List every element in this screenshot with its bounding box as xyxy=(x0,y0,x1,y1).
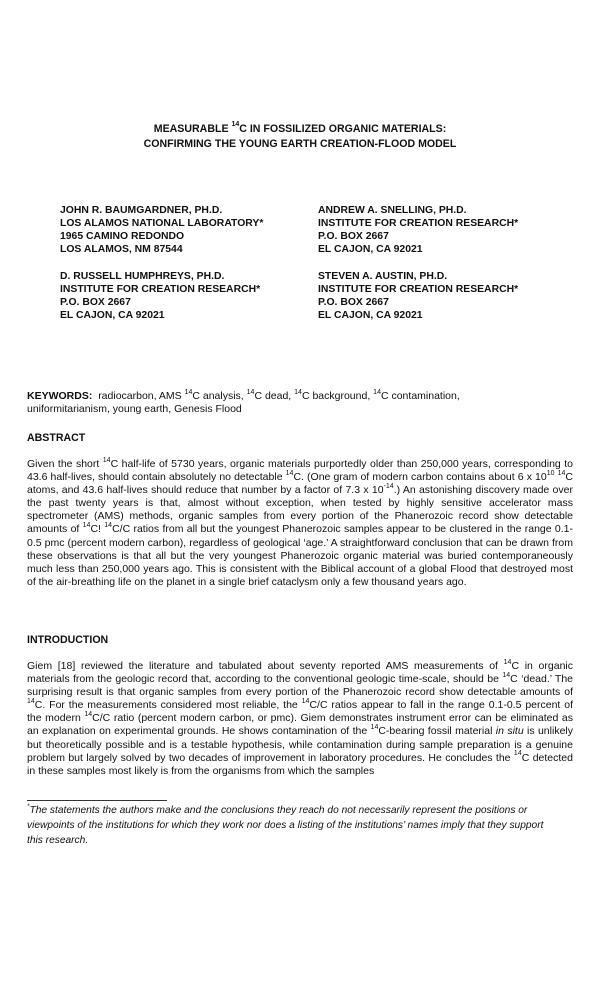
author-address-line: EL CAJON, CA 92021 xyxy=(318,244,423,255)
author-organization: INSTITUTE FOR CREATION RESEARCH* xyxy=(60,284,261,295)
author-name: ANDREW A. SNELLING, PH.D. xyxy=(318,205,467,216)
author-name: JOHN R. BAUMGARDNER, PH.D. xyxy=(60,205,223,216)
author-address-line: P.O. BOX 2667 xyxy=(318,231,389,242)
author-organization: INSTITUTE FOR CREATION RESEARCH* xyxy=(318,218,519,229)
introduction-heading: INTRODUCTION xyxy=(27,634,109,646)
author-block-snelling xyxy=(318,204,518,256)
footnote-text: The statements the authors make and the conclusions they reach do not necessarily represent the positions or viewpoints of the institutions for which they work nor does a listing of the institutions’ names imply that they support this research. xyxy=(27,805,544,846)
title-line-2: CONFIRMING THE YOUNG EARTH CREATION-FLOOD MODEL xyxy=(143,138,457,150)
author-organization: LOS ALAMOS NATIONAL LABORATORY* xyxy=(60,218,264,229)
abstract-paragraph: Given the short $^{14}$C half-life of 5730 years, organic materials purportedly older than 250,000 years, corresponding to 43.6 half-lives, should contain absolutely no detectable $^{14}$C. (One gram of modern carbon contains about 6 x $10^{10}$ $^{14}$C atoms, and 43.6 half-lives should reduce that number by a factor of 7.3 x $10^{-14}$.) An astonishing discovery made over the past twenty years is that, almost without exception, when tested by highly sensitive accelerator mass spectrometer (AMS) methods, organic samples from every portion of the Phanerozoic record show detectable amounts of $^{14}$C! $^{14}$C/C ratios from all but the youngest Phanerozoic samples appear to be clustered in the range 0.1-0.5 pmc (percent modern carbon), regardless of geological ‘age.’ A straightforward conclusion that can be drawn from these observations is that all but the very youngest Phanerozoic organic material was buried contemporaneously much less than 250,000 years ago. This is consistent with the Biblical account of a global Flood that destroyed most of the air-breathing life on the planet in a single brief cataclysm only a few thousand years ago. xyxy=(27,456,573,588)
author-name: STEVEN A. AUSTIN, PH.D. xyxy=(318,271,448,282)
author-block-austin xyxy=(318,270,518,322)
footnote-mark: * xyxy=(27,802,30,810)
author-address-line: P.O. BOX 2667 xyxy=(60,297,131,308)
footnote xyxy=(27,804,547,848)
paper-title xyxy=(40,122,560,152)
abstract-heading: ABSTRACT xyxy=(27,432,86,444)
keywords-label: KEYWORDS: xyxy=(27,390,93,402)
title-line-1: MEASURABLE $^{14}$C IN FOSSILIZED ORGANIC MATERIALS: xyxy=(153,121,447,135)
author-address-line: EL CAJON, CA 92021 xyxy=(318,310,423,321)
author-address-line: P.O. BOX 2667 xyxy=(318,297,389,308)
title-superscript: 14 xyxy=(231,121,240,129)
introduction-paragraph: Giem [18] reviewed the literature and tabulated about seventy reported AMS measurements of $^{14}$C in organic materials from the geologic record that, according to the conventional geologic time-scale, should be $^{14}$C ‘dead.’ The surprising result is that organic samples from every portion of the Phanerozoic record show detectable amounts of $^{14}$C. For the measurements considered most reliable, the $^{14}$C/C ratios appear to fall in the range 0.1-0.5 percent of the modern $^{14}$C/C ratio (percent modern carbon, or pmc). Giem demonstrates instrument error can be eliminated as an explanation on experimental grounds. He shows contamination of the $^{14}$C-bearing fossil material in situ is unlikely but theoretically possible and is a testable hypothesis, while contamination during sample preparation is a genuine problem but largely solved by two decades of improvement in laboratory procedures. He concludes the $^{14}$C detected in these samples most likely is from the organisms from which the samples xyxy=(27,658,573,777)
author-address-line: LOS ALAMOS, NM 87544 xyxy=(60,244,183,255)
author-address-line: EL CAJON, CA 92021 xyxy=(60,310,165,321)
footnote-divider xyxy=(27,800,167,801)
author-organization: INSTITUTE FOR CREATION RESEARCH* xyxy=(318,284,519,295)
author-block-baumgardner xyxy=(60,204,263,256)
author-name: D. RUSSELL HUMPHREYS, PH.D. xyxy=(60,271,225,282)
author-block-humphreys xyxy=(60,270,260,322)
author-address-line: 1965 CAMINO REDONDO xyxy=(60,231,185,242)
keywords-paragraph: KEYWORDS: radiocarbon, AMS $^{14}$C analysis, $^{14}$C dead, $^{14}$C background, $^{14}$C contamination, uniformitarianism, young earth, Genesis Flood xyxy=(27,388,460,416)
